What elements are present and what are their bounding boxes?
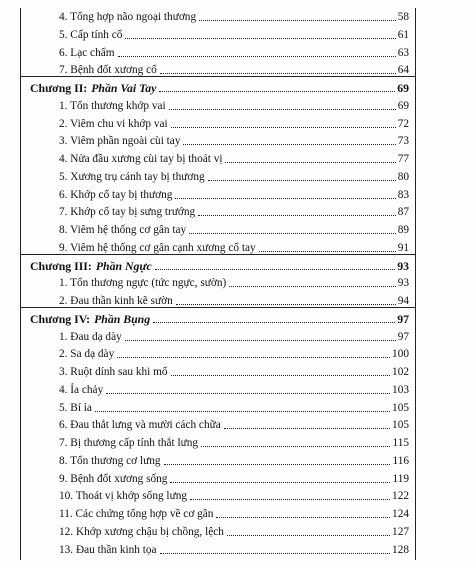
dot-leader <box>201 446 390 447</box>
entry-title: 7. Bị thương cấp tính thắt lưng <box>59 437 199 449</box>
page-number: 93 <box>397 277 409 290</box>
dot-leader <box>118 56 396 57</box>
entry-title: 3. Ruột dính sau khi mổ <box>59 366 168 378</box>
page-number: 91 <box>397 241 409 254</box>
dot-leader <box>208 180 396 181</box>
page-number: 127 <box>392 525 409 538</box>
entry-title: 9. Bệnh đốt xương sống <box>59 472 168 485</box>
page-number: 72 <box>397 117 409 130</box>
dot-leader <box>159 91 395 92</box>
entry-title: 8. Viêm hệ thống cơ gân tay <box>59 224 187 236</box>
dot-leader <box>229 286 395 287</box>
page-number: 128 <box>392 543 409 556</box>
dot-leader <box>95 411 390 412</box>
page-number: 119 <box>392 472 409 485</box>
dot-leader <box>125 38 395 39</box>
dot-leader <box>190 499 390 500</box>
page-number: 73 <box>397 135 409 148</box>
entry-title: 8. Tổn thương cơ lưng <box>59 454 161 467</box>
entry-title: 11. Các chứng tổng hợp về cơ gân <box>59 508 214 520</box>
entry-title: 2. Sa dạ dày <box>59 348 115 361</box>
page-number: 58 <box>397 11 409 23</box>
entry-title: 4. Nửa đầu xương cùi tay bị thoát vị <box>59 153 223 165</box>
page-number: 69 <box>397 99 409 112</box>
page-number: 115 <box>392 437 409 449</box>
entry-title: 7. Khớp cổ tay bị sưng trướng <box>59 206 196 219</box>
dot-leader <box>155 269 395 270</box>
dot-leader <box>106 393 390 394</box>
page-number: 61 <box>397 28 409 41</box>
chapter-title: Phần Ngực <box>95 258 152 273</box>
page-number: 97 <box>397 330 409 343</box>
page-number: 124 <box>392 508 409 520</box>
entry-title: 1. Đau dạ dày <box>59 330 122 343</box>
dot-leader <box>189 233 396 234</box>
entry-title: 5. Xương trụ cánh tay bị thương <box>59 170 205 183</box>
dot-leader <box>164 464 391 465</box>
dot-leader <box>160 553 390 554</box>
page-number: 63 <box>397 46 409 59</box>
page-number: 83 <box>397 188 409 201</box>
entry-title: 1. Tổn thương ngực (tức ngực, sườn) <box>59 277 227 290</box>
page-number: 122 <box>392 490 409 503</box>
dot-leader <box>224 428 390 429</box>
entry-title: 4. Tổng hợp não ngoại thương <box>59 11 197 23</box>
chapter-number: Chương IV: <box>30 311 91 326</box>
dot-leader <box>176 304 396 305</box>
page-number: 80 <box>397 170 409 183</box>
entry-title: 13. Đau thần kinh tọa <box>59 543 157 556</box>
page-number: 103 <box>392 383 409 396</box>
table-of-contents <box>20 8 416 560</box>
dot-leader <box>171 375 390 376</box>
chapter-number: Chương III: <box>30 258 92 273</box>
dot-leader <box>117 357 390 358</box>
entry-title: 12. Khớp xương chậu bị chồng, lệch <box>59 525 224 538</box>
page-number: 93 <box>397 258 409 273</box>
page-number: 116 <box>392 454 409 467</box>
entry-title: 4. Ỉa chảy <box>59 383 104 396</box>
page-number: 89 <box>397 224 409 236</box>
entry-title: 3. Viêm phần ngoài cùi tay <box>59 135 181 148</box>
entry-title: 5. Bí ỉa <box>59 401 92 414</box>
page-number: 77 <box>397 153 409 165</box>
dot-leader <box>259 251 396 252</box>
dot-leader <box>227 535 390 536</box>
dot-leader <box>183 144 395 145</box>
entry-title: 1. Tổn thương khớp vai <box>59 99 166 112</box>
dot-leader <box>199 20 396 21</box>
dot-leader <box>225 162 395 163</box>
dot-leader <box>198 215 395 216</box>
page-number: 105 <box>392 419 409 432</box>
entry-title: 10. Thoát vị khớp sống lưng <box>59 490 187 503</box>
dot-leader <box>160 73 396 74</box>
page-number: 64 <box>397 64 409 77</box>
toc-entry-row <box>21 538 415 559</box>
dot-leader <box>171 127 396 128</box>
chapter-number: Chương II: <box>30 81 88 95</box>
page-number: 97 <box>397 311 409 326</box>
entry-title: 6. Lạc chẩm <box>59 46 115 59</box>
entry-title: 5. Cấp tính cổ <box>59 28 123 41</box>
entry-title: 2. Đau thần kinh kẽ sườn <box>59 295 173 307</box>
dot-leader <box>175 198 395 199</box>
dot-leader <box>170 482 390 483</box>
chapter-title: Phần Bụng <box>94 311 151 326</box>
dot-leader <box>153 322 395 323</box>
dot-leader <box>125 340 396 341</box>
entry-title: 2. Viêm chu vi khớp vai <box>59 117 168 130</box>
entry-title: 9. Viêm hệ thống cơ gân cạnh xương cổ tay <box>59 241 256 254</box>
dot-leader <box>169 109 396 110</box>
page-number: 87 <box>397 206 409 219</box>
entry-title: 7. Bệnh đốt xương cổ <box>59 64 157 77</box>
page-number: 100 <box>392 348 409 361</box>
page-number: 69 <box>397 81 409 95</box>
entry-title: 6. Đau thắt lưng và mười cách chữa <box>59 419 221 432</box>
entry-title: 6. Khớp cổ tay bị thương <box>59 188 173 201</box>
dot-leader <box>216 517 390 518</box>
page-number: 94 <box>397 295 409 307</box>
page-number: 105 <box>392 401 409 414</box>
chapter-title: Phần Vai Tay <box>91 81 157 95</box>
page-number: 102 <box>392 366 409 378</box>
